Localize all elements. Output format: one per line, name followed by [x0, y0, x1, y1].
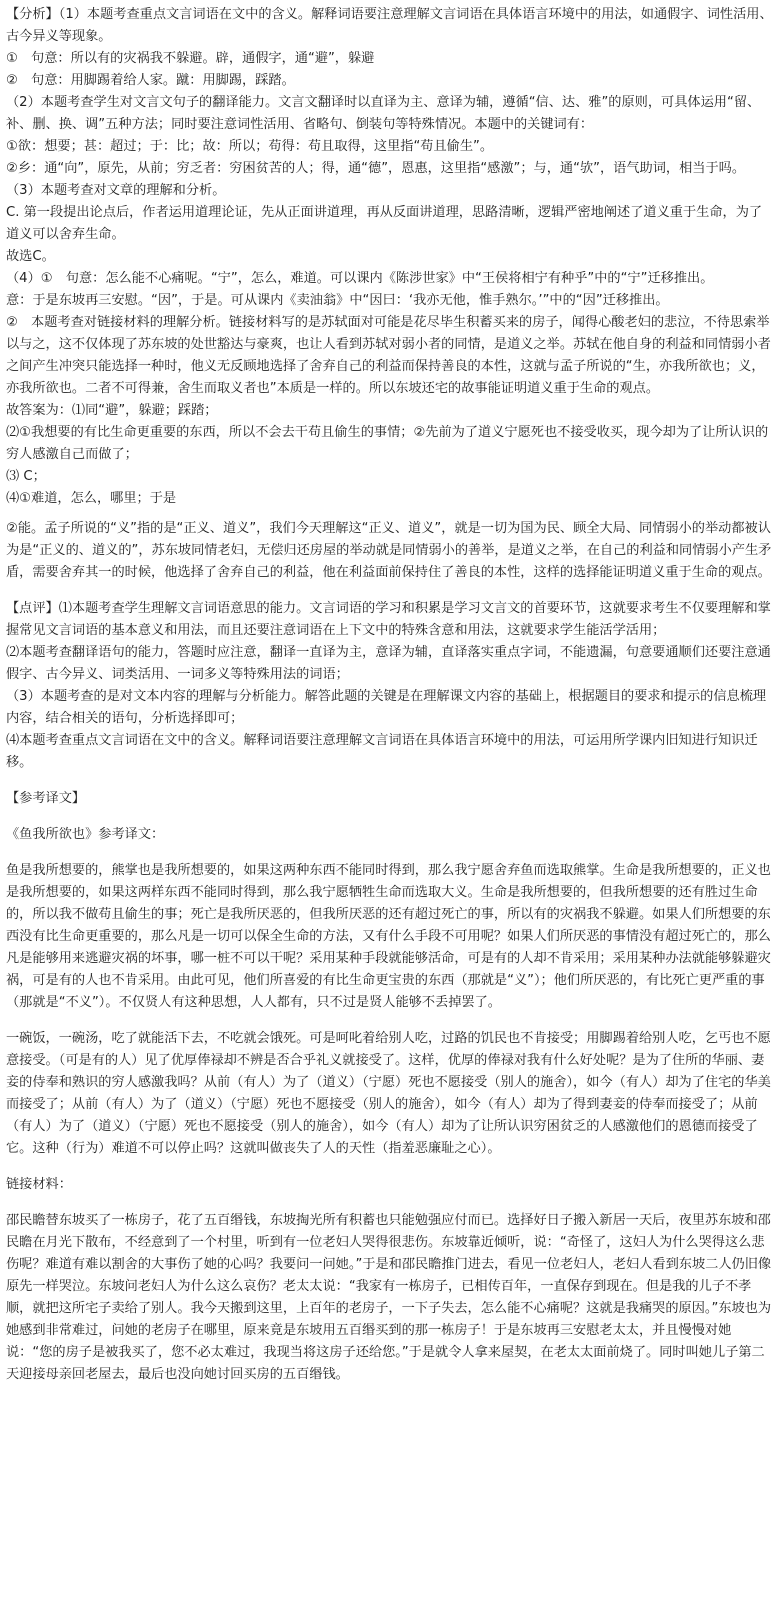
link-heading: 链接材料：: [6, 1177, 72, 1192]
comment-paragraph-1: 【点评】⑴本题考查学生理解文言词语意思的能力。文言词语的学习和积累是学习文言文的首要环节，这就要求考生不仅要理解和掌握常见文言词语的基本意义和用法，而且还要注意词语在上下文中的特殊含意和用法，这就要求学生能活学活用；: [6, 601, 771, 638]
analysis-paragraph-8: C. 第一段提出论点后，作者运用道理论证，先从正面讲道理，再从反面讲道理，思路清晰，逻辑严密地阐述了道义重于生命，为了道义可以舍弃生命。: [6, 205, 763, 242]
answer-line-4: ②能。孟子所说的“义”指的是“正义、道义”，我们今天理解这“正义、道义”，就是一切为国为民、顾全大局、同情弱小的举动都被认为是“正义的、道义的”，苏东坡同情老妇，无偿归还房屋的举动就是同情弱小的善举，是道义之举，在自己的利益和同情弱小产生矛盾，需要舍弃其一的时候，他选择了舍弃自己的利益，他在利益面前保持住了善良的本性，这样的选择能证明道义重于生命的观点。: [6, 521, 772, 580]
comment-paragraph-2: ⑵本题考查翻译语句的能力，答题时应注意，翻译一直译为主，意译为辅，直译落实重点字词，不能遗漏，句意要通顺们还要注意通假字、古今异义、词类活用、一词多义等特殊用法的词语；: [6, 645, 771, 682]
analysis-paragraph-7: （3）本题考查对文章的理解和分析。: [6, 183, 226, 198]
comment-paragraph-4: ⑷本题考查重点文言词语在文中的含义。解释词语要注意理解文言词语在具体语言环境中的用法，可运用所学课内旧知进行知识迁移。: [6, 733, 758, 770]
translation-paragraph-1: 鱼是我所想要的，熊掌也是我所想要的，如果这两种东西不能同时得到，那么我宁愿舍弃鱼而选取熊掌。生命是我所想要的，正义也是我所想要的，如果这两样东西不能同时得到，那么我宁愿牺牲生命而选取大义。生命是我所想要的，但我所想要的还有胜过生命的，所以我不做苟且偷生的事；死亡是我所厌恶的，但我所厌恶的还有超过死亡的事，所以有的灾祸我不躲避。如果人们所想要的东西没有比生命更重要的，那么凡是一切可以保全生命的方法，又有什么手段不可用呢？如果人们所厌恶的事情没有超过死亡的，那么凡是能够用来逃避灾祸的坏事，哪一桩不可以干呢？采用某种手段就能够活命，可是有的人却不肯采用；采用某种办法就能够躲避灾祸，可是有的人也不肯采用。由此可见，他们所喜爱的有比生命更宝贵的东西（那就是“义”）；他们所厌恶的，有比死亡更严重的事（那就是“不义”）。不仅贤人有这种思想，人人都有，只不过是贤人能够不丢掉罢了。: [6, 863, 771, 1010]
analysis-label: 【分析】: [6, 7, 59, 22]
analysis-paragraph-4: （2）本题考查学生对文言文句子的翻译能力。文言文翻译时以直译为主、意译为辅，遵循“信、达、雅”的原则，可具体运用“留、补、删、换、调”五种方法；同时要注意词性活用、省略句、倒装句等特殊情况。本题中的关键词有：: [6, 95, 761, 132]
analysis-paragraph-12: ② 本题考查对链接材料的理解分析。链接材料写的是苏轼面对可能是花尽毕生积蓄买来的房子，闻得心酸老妇的悲泣，不待思索举以与之，这不仅体现了苏东坡的处世豁达与豪爽，也让人看到苏轼对弱小者的同情，是道义之举。苏轼在他自身的利益和同情弱小者之间产生冲突只能选择一种时，他义无反顾地选择了舍弃自己的利益而保持善良的本性，这就与孟子所说的“生，亦我所欲也；义，亦我所欲也。二者不可得兼，舍生而取义者也”本质是一样的。所以东坡还宅的故事能证明道义重于生命的观点。: [6, 315, 771, 396]
answer-line-2: ⑶ C；: [6, 469, 46, 484]
analysis-paragraph-9: 故选C。: [6, 249, 55, 264]
answer-line-3: ⑷①难道，怎么，哪里；于是: [6, 491, 177, 506]
analysis-paragraph-2: ① 句意：所以有的灾祸我不躲避。辟，通假字，通“避”，躲避: [6, 51, 375, 66]
analysis-paragraph-1: 【分析】（1）本题考查重点文言词语在文中的含义。解释词语要注意理解文言词语在具体语言环境中的用法，如通假字、词性活用、古今异义等现象。: [6, 7, 773, 44]
translation-paragraph-2: 一碗饭，一碗汤，吃了就能活下去，不吃就会饿死。可是呵叱着给别人吃，过路的饥民也不肯接受；用脚踢着给别人吃，乞丐也不愿意接受。（可是有的人）见了优厚俸禄却不辨是否合乎礼义就接受了。这样，优厚的俸禄对我有什么好处呢？是为了住所的华丽、妻妾的侍奉和熟识的穷人感激我吗？从前（有人）为了（道义）（宁愿）死也不愿接受（别人的施舍），如今（有人）却为了住宅的华美而接受了；从前（有人）为了（道义）（宁愿）死也不愿接受（别人的施舍），如今（有人）却为了得到妻妾的侍奉而接受了；从前（有人）为了（道义）（宁愿）死也不愿接受（别人的施舍），如今（有人）却为了让所认识穷困贫乏的人感激他们的恩德而接受了它。这种（行为）难道不可以停止吗？这就叫做丧失了人的天性（指羞恶廉耻之心）。: [6, 1031, 771, 1156]
analysis-paragraph-5: ①欲：想要；甚：超过；于：比；故：所以；苟得：苟且取得，这里指“苟且偷生”。: [6, 139, 494, 154]
link-paragraph-1: 邵民瞻替东坡买了一栋房子，花了五百缗钱，东坡掏光所有积蓄也只能勉强应付而已。选择好日子搬入新居一天后，夜里苏东坡和邵民瞻在月光下散布，不经意到了一个村里，听到有一位老妇人哭得很悲伤。东坡靠近倾听，说：“奇怪了，这妇人为什么哭得这么悲伤呢？难道有难以割舍的大事伤了她的心吗？我要问一问她。”于是和邵民瞻推门进去，看见一位老妇人，老妇人看到东坡二人仍旧像原先一样哭泣。东坡问老妇人为什么这么哀伤？老太太说：“我家有一栋房子，已相传百年，一直保存到现在。但是我的儿子不孝顺，就把这所宅子卖给了别人。我今天搬到这里，上百年的老房子，一下子失去，怎么能不心痛呢？这就是我痛哭的原因。”东坡也为她感到非常难过，问她的老房子在哪里，原来竟是东坡用五百缗买到的那一栋房子！于是东坡再三安慰老太太，并且慢慢对她说：“您的房子是被我买了，您不必太难过，我现当将这房子还给您。”于是就令人拿来屋契，在老太太面前烧了。同时叫她儿子第二天迎接母亲回老屋去，最后也没向她讨回买房的五百缗钱。: [6, 1213, 772, 1382]
analysis-paragraph-3: ② 句意：用脚踢着给人家。蹴：用脚踢，踩踏。: [6, 73, 295, 88]
answer-line-0: 故答案为：⑴同“避”，躲避；踩踏；: [6, 403, 218, 418]
link-section: [6, 1174, 774, 1386]
translation-heading: 【参考译文】: [6, 791, 86, 806]
translation-section: [6, 788, 774, 1160]
answers-section: [6, 400, 774, 584]
translation-title: 《鱼我所欲也》参考译文：: [6, 827, 165, 842]
analysis-paragraph-6: ②乡：通“向”，原先，从前；穷乏者：穷困贫苦的人；得，通“德”，恩惠，这里指“感激”；与，通“欤”，语气助词，相当于吗。: [6, 161, 746, 176]
answer-line-1: ⑵①我想要的有比生命更重要的东西，所以不会去干苟且偷生的事情；②先前为了道义宁愿死也不接受收买，现今却为了让所认识的穷人感激自己而做了；: [6, 425, 769, 462]
analysis-section: [6, 4, 774, 400]
comment-paragraph-3: （3）本题考查的是对文本内容的理解与分析能力。解答此题的关键是在理解课文内容的基础上，根据题目的要求和提示的信息梳理内容，结合相关的语句，分析选择即可；: [6, 689, 767, 726]
comment-section: [6, 598, 774, 774]
analysis-paragraph-11: 意：于是东坡再三安慰。“因”，于是。可从课内《卖油翁》中“因曰：‘我亦无他，惟手熟尔。’”中的“因”迁移推出。: [6, 293, 669, 308]
analysis-paragraph-10: （4）① 句意：怎么能不心痛呢。“宁”，怎么，难道。可以课内《陈涉世家》中“王侯将相宁有种乎”中的“宁”迁移推出。: [6, 271, 714, 286]
